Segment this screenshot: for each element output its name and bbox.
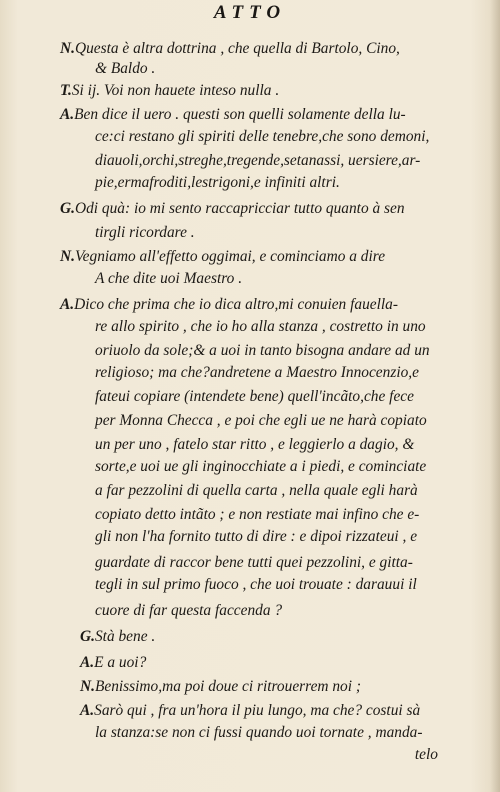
line-text: cuore di far questa faccenda ? (95, 602, 283, 619)
text-line (95, 526, 470, 548)
text-line (95, 456, 470, 478)
text-line (60, 38, 470, 60)
text-line (95, 58, 470, 80)
line-text: un per uno , fatelo star ritto , e leggierlo a dagio, & (95, 436, 415, 453)
line-text: Dico che prima che io dica altro,mi conuien fauella- (74, 296, 398, 313)
line-text: Stà bene . (94, 628, 156, 645)
line-text: ce:ci restano gli spiriti delle tenebre,che sono demoni, (95, 128, 430, 145)
text-line (95, 410, 470, 432)
page-edge-shadow (490, 0, 500, 792)
text-line (95, 552, 470, 574)
text-line (95, 600, 470, 622)
line-text: gli non l'ha fornito tutto di dire : e dipoi rizzateui , e (95, 528, 418, 545)
speaker-mark: N. (60, 248, 75, 265)
text-line (95, 386, 470, 408)
text-line (95, 316, 470, 338)
text-line (95, 574, 470, 596)
text-line (95, 340, 470, 362)
speaker-mark: G. (60, 200, 75, 217)
text-line (80, 652, 470, 674)
text-line (60, 80, 470, 102)
line-text: tegli in sul primo fuoco , che uoi trouate : darauui il (95, 576, 417, 593)
line-text: Questa è altra dottrina , che quella di Bartolo, Cino, (74, 40, 400, 57)
line-text: la stanza:se non ci fussi quando uoi tornate , manda- (95, 724, 423, 741)
text-line (80, 700, 470, 722)
text-line (95, 268, 470, 290)
line-text: guardate di raccor bene tutti quei pezzolini, e gitta- (95, 554, 413, 571)
text-line (95, 126, 470, 148)
text-line (95, 172, 470, 194)
running-header: ATTO (213, 2, 287, 23)
line-text: Sarò qui , fra un'hora il piu lungo, ma che? costui sà (94, 702, 421, 719)
line-text: copiato detto intãto ; e non restiate mai infino che e- (95, 506, 420, 523)
line-text: A che dite uoi Maestro . (95, 270, 243, 287)
speaker-mark: T. (60, 82, 72, 99)
line-text: oriuolo da sole;& a uoi in tanto bisogna andare ad un (95, 342, 430, 359)
speaker-mark: G. (80, 628, 95, 645)
line-text: tirgli ricordare . (95, 224, 195, 241)
text-line (60, 104, 470, 126)
text-line (95, 362, 470, 384)
line-text: & Baldo . (95, 60, 156, 77)
line-text: re allo spirito , che io ho alla stanza , costretto in uno (95, 318, 426, 335)
line-text: Vegniamo all'effetto oggimai, e cominciamo a dire (74, 248, 386, 265)
line-text: religioso; ma che?andretene a Maestro Innocenzio,e (95, 364, 419, 381)
line-text: a far pezzolini di quella carta , nella quale egli harà (95, 482, 418, 499)
text-line (80, 626, 470, 648)
speaker-mark: N. (60, 40, 75, 57)
text-line (60, 294, 470, 316)
text-line (80, 676, 470, 698)
speaker-mark: A. (60, 106, 75, 123)
line-text: sorte,e uoi ue gli inginocchiate a i piedi, e cominciate (95, 458, 427, 475)
line-text: Si ij. Voi non hauete inteso nulla . (71, 82, 280, 99)
line-text: Benissimo,ma poi doue ci ritrouerrem noi ; (94, 678, 361, 695)
text-line (95, 722, 470, 744)
line-text: diauoli,orchi,streghe,tregende,setanassi, uersiere,ar- (95, 152, 421, 169)
line-text: fateui copiare (intendete bene) quell'incãto,che fece (95, 388, 414, 405)
speaker-mark: A. (60, 296, 75, 313)
catchword: telo (414, 746, 438, 763)
line-text: Ben dice il uero . questi son quelli solamente della lu- (74, 106, 406, 123)
line-text: pie,ermafroditi,lestrigoni,e infiniti altri. (95, 174, 340, 191)
line-text: Odi quà: io mi sento raccapricciar tutto quanto à sen (74, 200, 405, 217)
text-line (95, 480, 470, 502)
text-line (95, 504, 470, 526)
text-line (60, 246, 470, 268)
speaker-mark: A. (80, 702, 95, 719)
speaker-mark: N. (80, 678, 95, 695)
text-line (95, 434, 470, 456)
line-text: per Monna Checca , e poi che egli ue ne harà copiato (95, 412, 427, 429)
text-line (60, 198, 470, 220)
speaker-mark: A. (80, 654, 95, 671)
text-line (95, 222, 470, 244)
text-line (95, 150, 470, 172)
line-text: E a uoi? (94, 654, 147, 671)
